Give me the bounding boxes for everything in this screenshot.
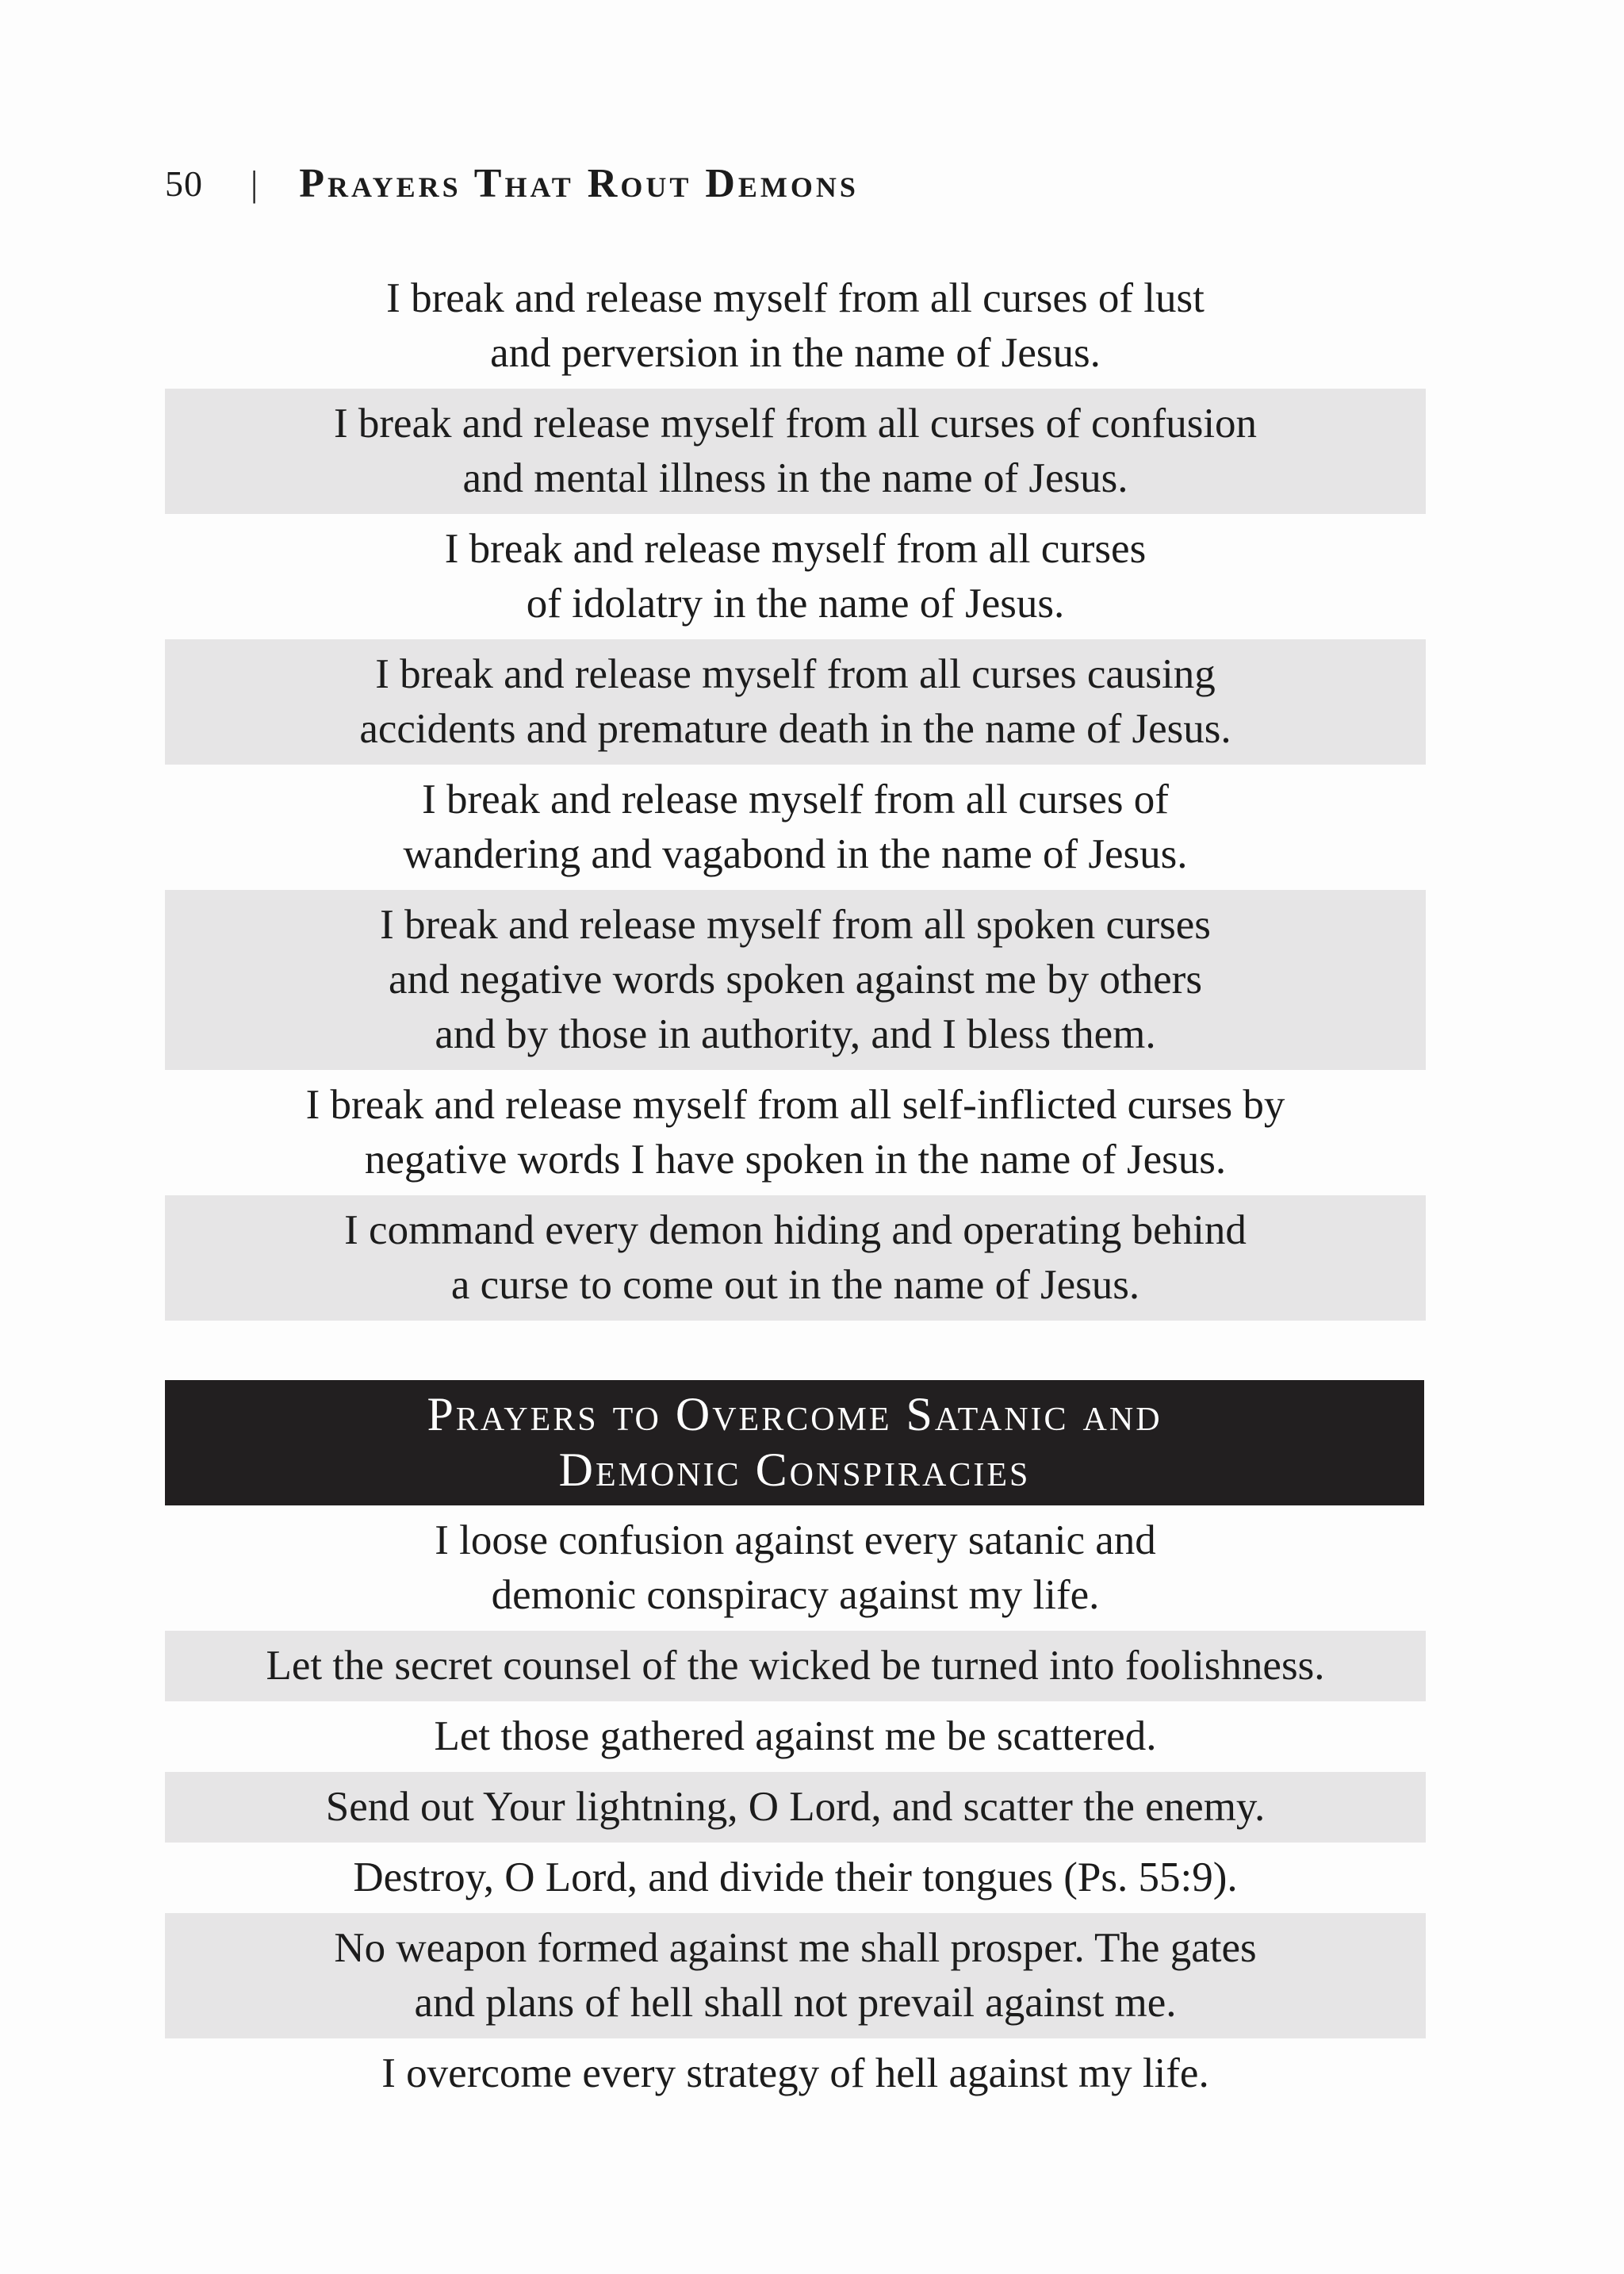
section-heading <box>165 1380 1424 1505</box>
section-heading-line: Prayers to Overcome Satanic and <box>427 1388 1162 1440</box>
prayer-line: I break and release myself from all curses <box>444 526 1147 572</box>
prayer-line: I break and release myself from all curses causing <box>375 651 1216 697</box>
prayer-line: and by those in authority, and I bless them. <box>435 1011 1156 1057</box>
prayer-item <box>165 1070 1426 1195</box>
prayer-item <box>165 1701 1426 1772</box>
prayer-line: of idolatry in the name of Jesus. <box>526 581 1065 627</box>
prayer-line: I break and release myself from all spoken curses <box>380 902 1211 948</box>
prayer-line: accidents and premature death in the name of Jesus. <box>359 706 1231 752</box>
page-number: 50 <box>165 163 203 204</box>
prayer-item <box>165 1505 1426 1631</box>
prayer-line: I overcome every strategy of hell against my life. <box>381 2050 1209 2096</box>
prayer-line: Let the secret counsel of the wicked be turned into foolishness. <box>266 1643 1325 1689</box>
prayer-line: a curse to come out in the name of Jesus. <box>450 1262 1140 1308</box>
prayer-line: Let those gathered against me be scattered. <box>434 1713 1157 1759</box>
prayer-line: wandering and vagabond in the name of Jesus. <box>403 831 1188 877</box>
prayer-item <box>165 389 1426 514</box>
prayer-item <box>165 1843 1426 1913</box>
prayer-line: demonic conspiracy against my life. <box>491 1572 1100 1618</box>
running-head <box>165 155 859 211</box>
prayer-line: and perversion in the name of Jesus. <box>490 330 1101 376</box>
prayer-item <box>165 263 1426 389</box>
book-title: Prayers That Rout Demons <box>299 160 859 206</box>
prayer-line: I command every demon hiding and operating behind <box>344 1207 1247 1253</box>
prayer-line: and negative words spoken against me by others <box>389 957 1202 1003</box>
prayer-line: No weapon formed against me shall prosper. The gates <box>334 1925 1257 1971</box>
header-separator: | <box>251 163 259 204</box>
prayer-item <box>165 765 1426 890</box>
curse-release-prayer-list <box>165 263 1426 1321</box>
prayer-item <box>165 1195 1426 1321</box>
conspiracy-prayer-list <box>165 1505 1426 2109</box>
prayer-item <box>165 890 1426 1070</box>
prayer-line: I break and release myself from all curses of confusion <box>333 401 1258 447</box>
prayer-line: I break and release myself from all curses of <box>422 777 1169 823</box>
prayer-item <box>165 1631 1426 1701</box>
prayer-item <box>165 514 1426 639</box>
prayer-item <box>165 1772 1426 1843</box>
prayer-item <box>165 1913 1426 2038</box>
prayer-line: I loose confusion against every satanic and <box>435 1517 1156 1563</box>
prayer-line: Destroy, O Lord, and divide their tongues (Ps. 55:9). <box>353 1854 1238 1900</box>
prayer-item <box>165 2038 1426 2109</box>
prayer-line: negative words I have spoken in the name of Jesus. <box>364 1137 1227 1183</box>
prayer-line: and mental illness in the name of Jesus. <box>462 455 1128 501</box>
section-heading-line: Demonic Conspiracies <box>558 1444 1031 1496</box>
prayer-line: and plans of hell shall not prevail against me. <box>414 1980 1177 2026</box>
prayer-line: I break and release myself from all self-inflicted curses by <box>305 1082 1285 1128</box>
prayer-line: Send out Your lightning, O Lord, and scatter the enemy. <box>325 1784 1266 1830</box>
prayer-item <box>165 639 1426 765</box>
prayer-line: I break and release myself from all curses of lust <box>386 275 1205 321</box>
